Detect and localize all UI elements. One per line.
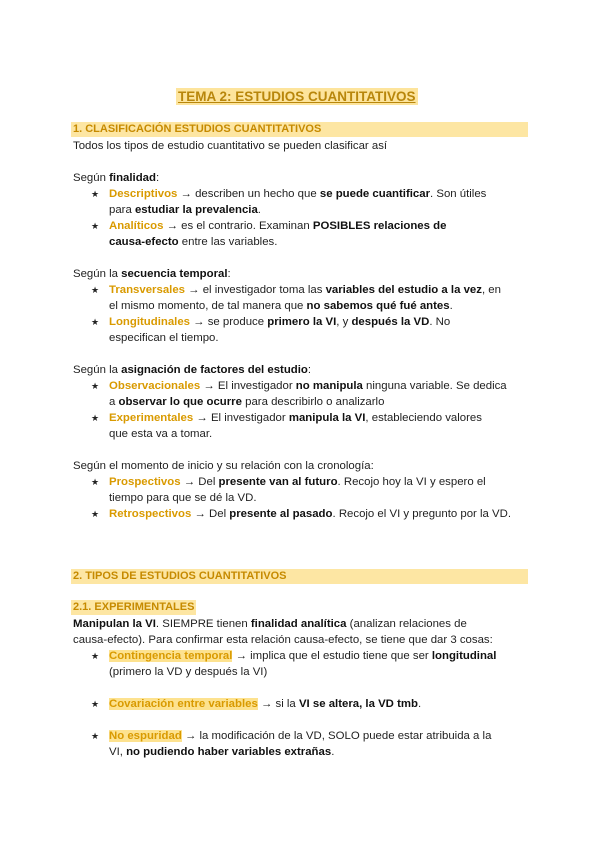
list-item-cont: especifican el tiempo.	[109, 332, 219, 344]
bullet-star-icon: ★	[91, 317, 100, 327]
list-item-cont: el mismo momento, de tal manera que no sabemos qué fué antes.	[109, 300, 453, 312]
list-item: Longitudinales → se produce primero la VI, y después la VD. No	[109, 316, 451, 328]
cronologia-lead: Según el momento de inicio y su relación con la cronología:	[73, 460, 374, 472]
list-item-cont: para estudiar la prevalencia.	[109, 204, 261, 216]
intro-text: Todos los tipos de estudio cuantitativo se pueden clasificar así	[73, 140, 388, 152]
asignacion-lead: Según la asignación de factores del estudio:	[73, 364, 312, 376]
list-item-cont: a observar lo que ocurre para describirlo o analizarlo	[109, 396, 385, 408]
paragraph-line: causa-efecto). Para confirmar esta relación causa-efecto, se tiene que dar 3 cosas:	[73, 634, 493, 646]
bullet-star-icon: ★	[91, 285, 100, 295]
list-item: Observacionales → El investigador no manipula ninguna variable. Se dedica	[109, 380, 507, 392]
list-item: Covariación entre variables → si la VI se altera, la VD tmb.	[109, 698, 422, 710]
secuencia-lead: Según la secuencia temporal:	[73, 268, 231, 280]
list-item: Experimentales → El investigador manipula la VI, estableciendo valores	[109, 412, 482, 424]
subsection-heading: 2.1. EXPERIMENTALES	[73, 601, 195, 613]
bullet-star-icon: ★	[91, 381, 100, 391]
paragraph-line: Manipulan la VI. SIEMPRE tienen finalidad analítica (analizan relaciones de	[73, 618, 467, 630]
bullet-star-icon: ★	[91, 189, 100, 199]
bullet-star-icon: ★	[91, 699, 100, 709]
section-heading-1: 1. CLASIFICACIÓN ESTUDIOS CUANTITATIVOS	[71, 122, 528, 137]
list-item: Analíticos → es el contrario. Examinan POSIBLES relaciones de	[109, 220, 447, 232]
list-item: Contingencia temporal → implica que el estudio tiene que ser longitudinal	[109, 650, 497, 662]
list-item-cont: que esta va a tomar.	[109, 428, 213, 440]
section-heading-2: 2. TIPOS DE ESTUDIOS CUANTITATIVOS	[71, 569, 528, 584]
list-item-cont: tiempo para que se dé la VD.	[109, 492, 257, 504]
page-title: TEMA 2: ESTUDIOS CUANTITATIVOS	[178, 89, 416, 104]
bullet-star-icon: ★	[91, 651, 100, 661]
bullet-star-icon: ★	[91, 477, 100, 487]
bullet-star-icon: ★	[91, 509, 100, 519]
list-item: Retrospectivos → Del presente al pasado. Recojo el VI y pregunto por la VD.	[109, 508, 512, 520]
list-item: Prospectivos → Del presente van al futuro. Recojo hoy la VI y espero el	[109, 476, 486, 488]
list-item: Transversales → el investigador toma las variables del estudio a la vez, en	[109, 284, 501, 296]
bullet-star-icon: ★	[91, 731, 100, 741]
finalidad-lead: Según finalidad:	[73, 172, 160, 184]
bullet-star-icon: ★	[91, 221, 100, 231]
list-item-cont: VI, no pudiendo haber variables extrañas.	[109, 746, 335, 758]
bullet-star-icon: ★	[91, 413, 100, 423]
list-item-cont: causa-efecto entre las variables.	[109, 236, 278, 248]
list-item: Descriptivos → describen un hecho que se puede cuantificar. Son útiles	[109, 188, 487, 200]
list-item: No espuridad → la modificación de la VD, SOLO puede estar atribuida a la	[109, 730, 492, 742]
list-item-cont: (primero la VD y después la VI)	[109, 666, 268, 678]
